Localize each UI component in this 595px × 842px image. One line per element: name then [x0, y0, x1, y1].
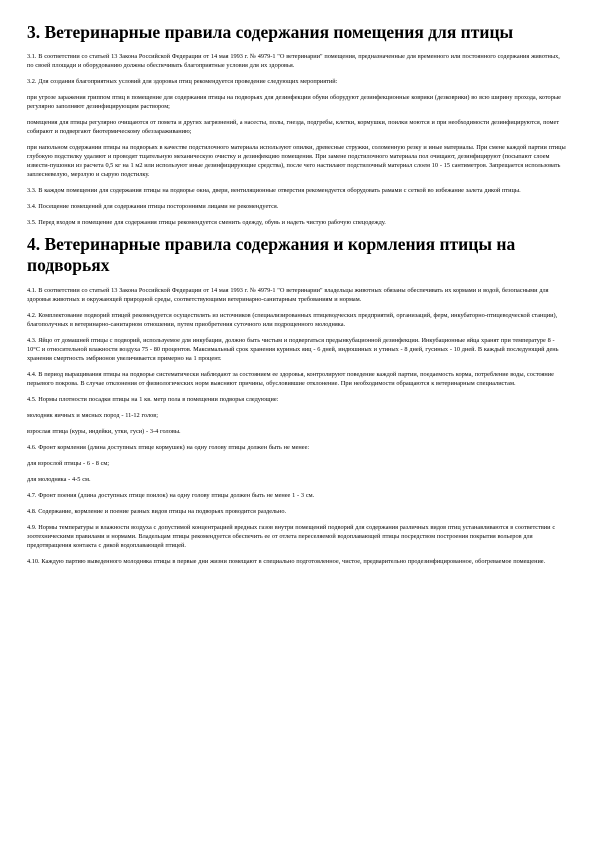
- section-3-heading: 3. Ветеринарные правила содержания помещения для птицы: [27, 22, 514, 42]
- paragraph-3-1: 3.1. В соответствии со статьей 13 Закона Российской Федерации от 14 мая 1993 г. № 4979-1 "О ветеринарии" помещения, предназначенные для временного или постоянного содержания животных, по своей площади и оборудованию должны обеспечивать благоприятные условия для их здоровья.: [27, 53, 560, 69]
- paragraph-3-2-item-1: при угрозе заражения гриппом птиц в помещение для содержания птицы на подворьях для дезинфекции обуви оборудуют дезинфекционные коврики (дезковрики) во всю ширину прохода, которые регулярно заполняют дезинфицирующим раствором;: [27, 94, 561, 110]
- paragraph-3-2-item-2: помещения для птицы регулярно очищаются от помета и других загрязнений, а насесты, полы, гнезда, подгребы, клетки, кормушки, поилки моются и при необходимости дезинфицируются, помет собирают и подвергают биотермическому обеззараживанию;: [27, 119, 560, 135]
- paragraph-4-9: 4.9. Нормы температуры и влажности воздуха с допустимой концентрацией вредных газов внутри помещений подворий для содержания различных видов птиц устанавливаются в соответствии с зоотехническими правилами и нормами. Владельцам птицы рекомендуется обеспечить ее от отлета переселяемой водоплавающей птицы посредством построения покрытия вольеров для предотвращения контакта с дикой водоплавающей птицей.: [27, 524, 556, 549]
- paragraph-4-6: 4.6. Фронт кормления (длина доступных птице кормушек) на одну голову птицы должен быть не менее:: [27, 444, 310, 451]
- section-4-heading: 4. Ветеринарные правила содержания и кормления птицы на подворьях: [27, 234, 516, 275]
- paragraph-3-3: 3.3. В каждом помещении для содержания птицы на подворье окна, двери, вентиляционные отверстия рекомендуется оборудовать рамами с сеткой во избежание залета дикой птицы.: [27, 187, 521, 194]
- paragraph-4-1: 4.1. В соответствии со статьей 13 Закона Российской Федерации от 14 мая 1993 г. № 4979-1 "О ветеринарии" владельцы животных обязаны обеспечивать их кормами и водой, безопасными для здоровья животных и окружающей природной среды, соответствующими ветеринарно-санитарным требованиям и нормам.: [27, 287, 549, 303]
- paragraph-4-4: 4.4. В период выращивания птицы на подворье систематически наблюдают за состоянием ее здоровья, контролируют поведение каждой партии, поедаемость корма, потребление воды, состояние перьевого покрова. В случае отклонения от физиологических норм выясняют причины, обусловившие отклонение. При необходимости обращаются к ветеринарным специалистам.: [27, 371, 554, 387]
- paragraph-4-10: 4.10. Каждую партию выведенного молодняка птицы в первые дни жизни помещают в специально подготовленное, чистое, предварительно продезинфицированное, обогреваемое помещение.: [27, 558, 546, 565]
- paragraph-3-4: 3.4. Посещение помещений для содержания птицы посторонними лицами не рекомендуется.: [27, 203, 279, 210]
- paragraph-3-2-item-3: при напольном содержании птицы на подворьях в качестве подстилочного материала используют опилки, древесные стружки, соломенную резку и иные материалы. При смене каждой партии птицы глубокую подстилку удаляют и проводят тщательную механическую очистку и дезинфекцию помещения. При замене подстилочного материала пол очищают, дезинфицируют (посыпают слоем извести-пушонки из расчета 0,5 кг на 1 м2 или используют иные дезинфицирующие средства), после чего настилают подстилочный материал слоем 10 - 15 сантиметров. Запрещается использовать заплесневелую, мерзлую и сырую подстилку.: [27, 144, 566, 178]
- paragraph-3-2: 3.2. Для создания благоприятных условий для здоровья птиц рекомендуется проведение следующих мероприятий:: [27, 78, 338, 85]
- paragraph-3-5: 3.5. Перед входом в помещение для содержания птицы рекомендуется сменить одежду, обувь и надеть чистую рабочую спецодежду.: [27, 219, 386, 226]
- paragraph-4-6-item-2: для молодняка - 4-5 см.: [27, 476, 91, 483]
- paragraph-4-5-item-2: взрослая птица (куры, индейки, утки, гуси) - 3-4 головы.: [27, 428, 181, 435]
- paragraph-4-5-item-1: молодняк яичных и мясных пород - 11-12 голов;: [27, 412, 158, 419]
- paragraph-4-2: 4.2. Комплектование подворий птицей рекомендуется осуществлять из источников (специализированных птицеводческих предприятий, организаций, ферм, инкубаторно-птицеводческой станции), благополучных в ветеринарно-санитарном отношении, путем приобретения суточного или подрощенного молодняка.: [27, 312, 558, 328]
- paragraph-4-7: 4.7. Фронт поения (длина доступных птице поилок) на одну голову птицы должен быть не менее 1 - 3 см.: [27, 492, 315, 499]
- paragraph-4-5: 4.5. Нормы плотности посадки птицы на 1 кв. метр пола в помещении подворья следующие:: [27, 396, 279, 403]
- paragraph-4-3: 4.3. Яйцо от домашней птицы с подворий, используемое для инкубации, должно быть чистым и подвергаться предынкубационной дезинфекции. Инкубационные яйца хранят при температуре 8 - 10°С и относительной влажности воздуха 75 - 80 процентов. Максимальный срок хранения куриных яиц - 6 дней, индюшиных и утиных - 8 дней, гусиных - 10 дней. В каждый последующий день хранения смертность эмбрионов увеличивается примерно на 1 процент.: [27, 337, 559, 362]
- paragraph-4-6-item-1: для взрослой птицы - 6 - 8 см;: [27, 460, 110, 467]
- paragraph-4-8: 4.8. Содержание, кормление и поение разных видов птицы на подворьях проводится раздельно.: [27, 508, 287, 515]
